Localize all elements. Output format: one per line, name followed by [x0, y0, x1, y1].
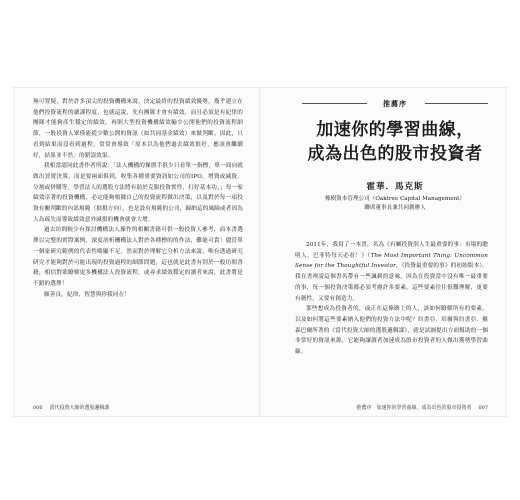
right-paragraph: 那些想成為投資者的，或正在這條路上的人，該如何瞭解所有的要素，以及如何將這些要素納入他們的投資方法中呢？約書亞．培爾與約書亞．羅森巴爾所著的《當代投資大師的選股邏輯課》，就是試圖提出方面幫助的一個非常好的資訊來源，它能夠讓讀者加速成為股市投資者的人做出獲勢學習曲線。 — [295, 306, 488, 356]
left-running-head: 當代投資大師的選股邏輯課 — [49, 405, 110, 411]
book-gutter — [259, 88, 261, 416]
title-line-1: 加速你的學習曲線， — [316, 120, 474, 140]
right-page-body — [295, 240, 488, 358]
left-page-footer — [33, 404, 110, 411]
right-page-footer — [290, 404, 488, 411]
left-paragraph: 過去坊間較少有探討機構法人操作的相關書籍可供一般投資人參考，而本書選擇以完整的實際案例，深度剖析機構法人對於各種標的的作法，難能可貴！儘管單一個家研究範例的代表性略顯不足，然而對於理解它分析方法來說，唯有透過研究研究才能夠對於可能出現的投資過程的細節問題，這也就是此書有別於一般坊間書籍，相信對欲瞭解更多機構法人投資流程，或尋求績效穩定的讀者來說，此書將是不錯的選擇！ — [33, 227, 243, 287]
left-paragraph: 無可置疑，對於許多頂尖的投資機構來說，決定最終的投資績效優勢，幾乎建立在他們投資流程的嚴謹程度，也就這說，先有團隊才會有績效，而且必須是有紀律的團隊才能夠產生穩定的績效。再則大型投資機構績效輸少公開他們的投資流程細節，一般投資人眾僅能從少數公開的資訊（如共同基金績效）來做判斷。因此，只看到結果而沒看到過程，常常會導致「原本以為他們過去績效很好，應該會繼續好，結果並不然」的錯誤效果。 — [33, 99, 243, 159]
section-label: 推薦序 — [383, 99, 407, 108]
paragraph-text: ，《投資最重要的事》的初始版本）。我在書裡說這個書名帶有一些諷刺的意味，因為在投資當中沒有唯一最重要的事，每一個投資決策都必須考慮許多要素，這些要素往往很難理解，更要有韌性，又要有創造力。 — [295, 263, 489, 302]
right-page-number: 007 — [478, 405, 488, 411]
paragraph-text: 2011年，我寫了一本書，名為《有關投資別人生最重要的事：市場的聰明人，巴菲特每天必看！》（ — [295, 242, 488, 259]
title-line-2: 成為出色的股市投資者 — [307, 144, 483, 164]
right-running-head: 推薦序 加速你的學習曲線，成為出色的股市投資者 — [356, 405, 472, 411]
author-affiliation-line-2: 聯席董事長兼共同創辦人 — [364, 205, 426, 211]
left-paragraph: 我相當認同此書作者所說：「法人機構的操盤手很少只看單一指標，單一面向就做出買賣決策，而是要兩面俱到，收集各種重要資訊如公司的IPO，增資或減資，分割或併購等，學習法人的選股方法將有助於克服投資實性，打好基本功。」每一家績效卓著的投資機構，必定能夠根據自己的投資流程做出決策，以及對於每一項投資有關判斷的內部規範（損損方向），也是設有規範的公司，歸納這的風險或者因為人為疏失而導致績效意外減損的機會就會大增。 — [33, 163, 243, 223]
left-page-body — [33, 97, 243, 300]
right-paragraph — [295, 240, 488, 304]
left-paragraph: 願善良，紀律，智慧與你我同在！ — [44, 291, 131, 298]
author-name: 霍華．馬克斯 — [366, 182, 424, 192]
author-affiliation — [290, 195, 500, 213]
section-rule-right — [425, 103, 488, 104]
author-affiliation-line-1: 橡樹資本管理公司（Oaktree Capital Management） — [324, 196, 466, 202]
left-page-number: 006 — [33, 405, 43, 411]
book-english-title: The Most Important Thing: Uncommon Sense for the Thoughtful Investor — [295, 252, 488, 270]
foreword-title — [290, 118, 500, 166]
